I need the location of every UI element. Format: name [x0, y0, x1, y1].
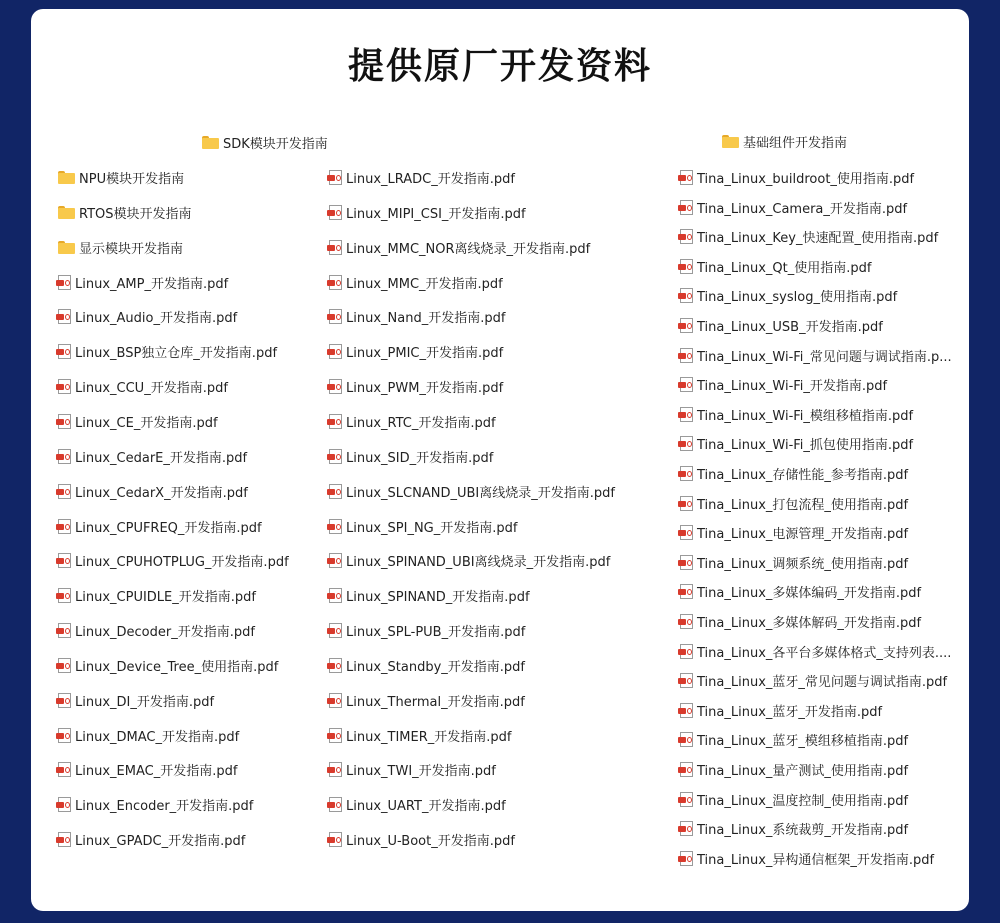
file-item[interactable]	[58, 272, 228, 292]
pdf-file-icon	[58, 832, 71, 847]
pdf-file-icon	[329, 519, 342, 534]
file-name: Linux_Thermal_开发指南.pdf	[346, 694, 525, 710]
file-name: Tina_Linux_蓝牙_开发指南.pdf	[697, 704, 883, 720]
folder-icon	[722, 135, 739, 148]
file-item[interactable]	[680, 848, 934, 868]
folder-item[interactable]	[58, 237, 183, 257]
file-name: Tina_Linux_温度控制_使用指南.pdf	[697, 793, 909, 809]
folder-icon	[58, 241, 75, 254]
file-name: Linux_Decoder_开发指南.pdf	[75, 624, 255, 640]
file-item[interactable]	[329, 411, 496, 431]
file-name: Tina_Linux_多媒体编码_开发指南.pdf	[697, 585, 922, 601]
file-name: Tina_Linux_存储性能_参考指南.pdf	[697, 467, 909, 483]
file-name: Linux_GPADC_开发指南.pdf	[75, 833, 246, 849]
file-name: Tina_Linux_打包流程_使用指南.pdf	[697, 497, 909, 513]
file-item[interactable]	[329, 376, 503, 396]
file-name: Linux_CE_开发指南.pdf	[75, 415, 218, 431]
file-item[interactable]	[680, 197, 907, 217]
pdf-file-icon	[680, 851, 693, 866]
folder-label: 基础组件开发指南	[743, 135, 848, 151]
file-name: Linux_EMAC_开发指南.pdf	[75, 763, 238, 779]
file-item[interactable]	[58, 585, 256, 605]
file-name: Linux_PMIC_开发指南.pdf	[346, 345, 504, 361]
pdf-file-icon	[680, 762, 693, 777]
file-item[interactable]	[58, 341, 277, 361]
file-item[interactable]	[58, 829, 245, 849]
file-name: Linux_CedarE_开发指南.pdf	[75, 450, 248, 466]
file-item[interactable]	[680, 759, 908, 779]
file-item[interactable]	[329, 481, 615, 501]
file-name: Linux_DI_开发指南.pdf	[75, 694, 215, 710]
pdf-file-icon	[680, 732, 693, 747]
file-name: Linux_Nand_开发指南.pdf	[346, 310, 506, 326]
file-item[interactable]	[329, 794, 506, 814]
folder-sdk[interactable]	[202, 132, 328, 152]
pdf-file-icon	[329, 693, 342, 708]
pdf-file-icon	[329, 588, 342, 603]
file-item[interactable]	[58, 376, 228, 396]
pdf-file-icon	[329, 449, 342, 464]
pdf-file-icon	[58, 344, 71, 359]
file-item[interactable]	[680, 700, 882, 720]
file-name: Tina_Linux_Wi-Fi_抓包使用指南.pdf	[697, 437, 914, 453]
file-name: Tina_Linux_量产测试_使用指南.pdf	[697, 763, 909, 779]
folder-label: NPU模块开发指南	[79, 171, 185, 187]
pdf-file-icon	[329, 205, 342, 220]
pdf-file-icon	[58, 553, 71, 568]
file-item[interactable]	[680, 611, 921, 631]
pdf-file-icon	[680, 614, 693, 629]
file-name: Linux_CCU_开发指南.pdf	[75, 380, 228, 396]
folder-icon	[58, 171, 75, 184]
file-item[interactable]	[680, 581, 921, 601]
file-name: Linux_CPUFREQ_开发指南.pdf	[75, 520, 262, 536]
file-item[interactable]	[329, 759, 496, 779]
pdf-file-icon	[329, 240, 342, 255]
pdf-file-icon	[680, 496, 693, 511]
file-item[interactable]	[680, 552, 908, 572]
pdf-file-icon	[680, 703, 693, 718]
file-name: Linux_SPL-PUB_开发指南.pdf	[346, 624, 526, 640]
file-item[interactable]	[329, 272, 503, 292]
page-title: 提供原厂开发资料	[347, 46, 652, 87]
pdf-file-icon	[680, 229, 693, 244]
file-item[interactable]	[680, 167, 914, 187]
file-name: Tina_Linux_buildroot_使用指南.pdf	[697, 171, 915, 187]
pdf-file-icon	[58, 762, 71, 777]
file-name: Linux_LRADC_开发指南.pdf	[346, 171, 515, 187]
file-name: Linux_U-Boot_开发指南.pdf	[346, 833, 515, 849]
pdf-file-icon	[680, 644, 693, 659]
pdf-file-icon	[329, 658, 342, 673]
file-item[interactable]	[329, 690, 525, 710]
file-name: Linux_TIMER_开发指南.pdf	[346, 729, 512, 745]
file-name: Tina_Linux_各平台多媒体格式_支持列表....	[697, 645, 952, 661]
pdf-file-icon	[58, 623, 71, 638]
file-name: Linux_BSP独立仓库_开发指南.pdf	[75, 345, 278, 361]
file-item[interactable]	[680, 641, 951, 661]
file-item[interactable]	[680, 463, 908, 483]
pdf-file-icon	[680, 792, 693, 807]
file-name: Tina_Linux_调频系统_使用指南.pdf	[697, 556, 909, 572]
file-name: Linux_DMAC_开发指南.pdf	[75, 729, 240, 745]
file-name: Tina_Linux_系统裁剪_开发指南.pdf	[697, 822, 909, 838]
file-name: Linux_Encoder_开发指南.pdf	[75, 798, 254, 814]
file-item[interactable]	[329, 167, 515, 187]
file-item[interactable]	[680, 433, 913, 453]
file-name: Linux_CedarX_开发指南.pdf	[75, 485, 248, 501]
pdf-file-icon	[58, 414, 71, 429]
pdf-file-icon	[680, 288, 693, 303]
pdf-file-icon	[329, 309, 342, 324]
file-name: Tina_Linux_syslog_使用指南.pdf	[697, 289, 898, 305]
file-item[interactable]	[680, 285, 897, 305]
file-name: Tina_Linux_异构通信框架_开发指南.pdf	[697, 852, 935, 868]
folder-label: 显示模块开发指南	[79, 241, 184, 257]
file-item[interactable]	[58, 481, 248, 501]
pdf-file-icon	[329, 623, 342, 638]
file-name: Linux_SLCNAND_UBI离线烧录_开发指南.pdf	[346, 485, 615, 501]
pdf-file-icon	[680, 318, 693, 333]
pdf-file-icon	[329, 344, 342, 359]
pdf-file-icon	[58, 275, 71, 290]
file-name: Linux_MMC_开发指南.pdf	[346, 276, 503, 292]
file-item[interactable]	[329, 446, 493, 466]
file-item[interactable]	[329, 620, 525, 640]
file-name: Linux_Standby_开发指南.pdf	[346, 659, 525, 675]
pdf-file-icon	[58, 484, 71, 499]
file-item[interactable]	[680, 315, 883, 335]
file-name: Linux_RTC_开发指南.pdf	[346, 415, 496, 431]
pdf-file-icon	[58, 728, 71, 743]
file-name: Tina_Linux_Wi-Fi_开发指南.pdf	[697, 378, 888, 394]
pdf-file-icon	[329, 170, 342, 185]
file-item[interactable]	[329, 516, 517, 536]
pdf-file-icon	[58, 449, 71, 464]
file-name: Linux_CPUHOTPLUG_开发指南.pdf	[75, 554, 289, 570]
file-name: Tina_Linux_蓝牙_模组移植指南.pdf	[697, 733, 909, 749]
pdf-file-icon	[329, 414, 342, 429]
pdf-file-icon	[680, 584, 693, 599]
file-name: Linux_UART_开发指南.pdf	[346, 798, 506, 814]
pdf-file-icon	[680, 821, 693, 836]
file-item[interactable]	[58, 516, 262, 536]
pdf-file-icon	[680, 436, 693, 451]
pdf-file-icon	[329, 797, 342, 812]
file-name: Tina_Linux_电源管理_开发指南.pdf	[697, 526, 909, 542]
file-item[interactable]	[329, 306, 505, 326]
file-item[interactable]	[680, 818, 908, 838]
pdf-file-icon	[680, 673, 693, 688]
folder-label: SDK模块开发指南	[223, 136, 328, 152]
file-name: Linux_CPUIDLE_开发指南.pdf	[75, 589, 256, 605]
pdf-file-icon	[680, 466, 693, 481]
pdf-file-icon	[680, 555, 693, 570]
file-name: Tina_Linux_Wi-Fi_常见问题与调试指南.p...	[697, 349, 952, 365]
pdf-file-icon	[58, 519, 71, 534]
file-item[interactable]	[680, 729, 908, 749]
pdf-file-icon	[329, 379, 342, 394]
pdf-file-icon	[58, 588, 71, 603]
file-item[interactable]	[680, 345, 952, 365]
file-name: Linux_Audio_开发指南.pdf	[75, 310, 238, 326]
folder-icon	[202, 136, 219, 149]
folder-base[interactable]	[722, 131, 847, 151]
pdf-file-icon	[680, 170, 693, 185]
file-name: Linux_Device_Tree_使用指南.pdf	[75, 659, 279, 675]
file-name: Tina_Linux_Wi-Fi_模组移植指南.pdf	[697, 408, 914, 424]
file-item[interactable]	[329, 829, 515, 849]
file-item[interactable]	[58, 725, 239, 745]
file-item[interactable]	[58, 446, 247, 466]
file-item[interactable]	[329, 585, 530, 605]
folder-item[interactable]	[58, 202, 192, 222]
file-name: Linux_PWM_开发指南.pdf	[346, 380, 504, 396]
file-name: Linux_MIPI_CSI_开发指南.pdf	[346, 206, 526, 222]
pdf-file-icon	[680, 377, 693, 392]
pdf-file-icon	[680, 407, 693, 422]
file-item[interactable]	[680, 522, 908, 542]
pdf-file-icon	[58, 309, 71, 324]
file-item[interactable]	[329, 237, 590, 257]
file-item[interactable]	[58, 655, 278, 675]
file-item[interactable]	[58, 306, 237, 326]
file-item[interactable]	[680, 226, 938, 246]
file-item[interactable]	[329, 202, 526, 222]
pdf-file-icon	[329, 728, 342, 743]
file-name: Tina_Linux_多媒体解码_开发指南.pdf	[697, 615, 922, 631]
folder-item[interactable]	[58, 167, 184, 187]
folder-label: RTOS模块开发指南	[79, 206, 192, 222]
pdf-file-icon	[329, 832, 342, 847]
pdf-file-icon	[329, 762, 342, 777]
file-item[interactable]	[58, 794, 253, 814]
file-item[interactable]	[329, 655, 525, 675]
pdf-file-icon	[58, 693, 71, 708]
file-name: Linux_MMC_NOR离线烧录_开发指南.pdf	[346, 241, 591, 257]
file-item[interactable]	[58, 620, 255, 640]
file-item[interactable]	[58, 690, 214, 710]
file-item[interactable]	[58, 550, 289, 570]
file-item[interactable]	[58, 411, 218, 431]
file-item[interactable]	[680, 493, 908, 513]
pdf-file-icon	[329, 484, 342, 499]
file-item[interactable]	[329, 725, 511, 745]
file-name: Linux_SPINAND_开发指南.pdf	[346, 589, 530, 605]
file-name: Tina_Linux_Key_快速配置_使用指南.pdf	[697, 230, 939, 246]
pdf-file-icon	[680, 259, 693, 274]
file-name: Linux_TWI_开发指南.pdf	[346, 763, 496, 779]
pdf-file-icon	[680, 525, 693, 540]
pdf-file-icon	[58, 658, 71, 673]
file-name: Tina_Linux_Qt_使用指南.pdf	[697, 260, 872, 276]
file-item[interactable]	[329, 550, 610, 570]
pdf-file-icon	[58, 379, 71, 394]
file-item[interactable]	[680, 670, 947, 690]
file-item[interactable]	[680, 789, 908, 809]
file-name: Linux_SPINAND_UBI离线烧录_开发指南.pdf	[346, 554, 611, 570]
file-item[interactable]	[329, 341, 503, 361]
file-name: Linux_SPI_NG_开发指南.pdf	[346, 520, 518, 536]
pdf-file-icon	[680, 200, 693, 215]
pdf-file-icon	[329, 553, 342, 568]
folder-icon	[58, 206, 75, 219]
file-item[interactable]	[680, 404, 913, 424]
file-name: Linux_SID_开发指南.pdf	[346, 450, 494, 466]
file-name: Tina_Linux_蓝牙_常见问题与调试指南.pdf	[697, 674, 948, 690]
pdf-file-icon	[329, 275, 342, 290]
file-item[interactable]	[680, 256, 871, 276]
file-item[interactable]	[680, 374, 887, 394]
pdf-file-icon	[680, 348, 693, 363]
pdf-file-icon	[58, 797, 71, 812]
file-item[interactable]	[58, 759, 237, 779]
file-name: Tina_Linux_Camera_开发指南.pdf	[697, 201, 908, 217]
file-name: Tina_Linux_USB_开发指南.pdf	[697, 319, 883, 335]
file-name: Linux_AMP_开发指南.pdf	[75, 276, 229, 292]
